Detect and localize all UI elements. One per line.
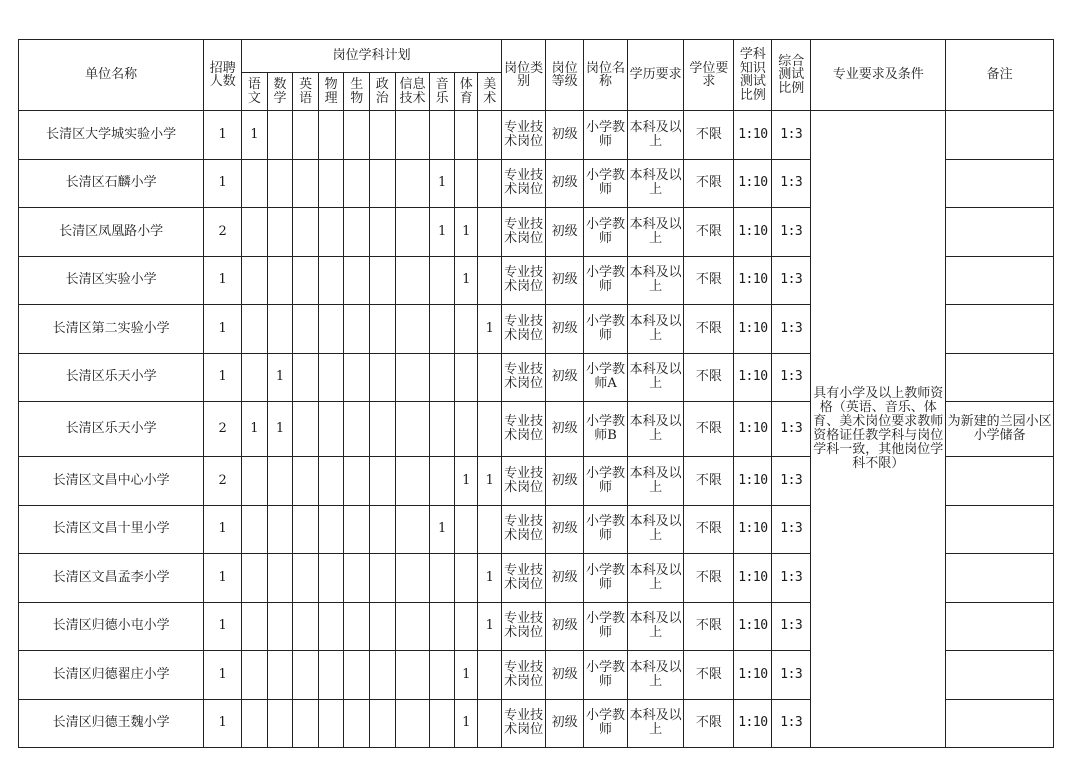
count-cell: 2 [204,457,242,506]
degree-cell: 不限 [684,305,734,354]
subject-count-cell [395,353,430,402]
subject-count-cell [454,402,478,457]
subject-count-cell [395,651,430,700]
subject-count-cell [370,602,396,651]
note-empty-cell [946,305,1054,354]
note-empty-cell [946,208,1054,257]
header-subject: 数学 [267,73,293,111]
subject-count-cell [242,651,268,700]
subject-count-cell [478,208,502,257]
subject-count-cell [293,554,319,603]
header-notes: 备注 [946,40,1054,111]
comp-ratio-cell: 1:3 [772,208,811,257]
note-empty-cell [946,457,1054,506]
subject-count-cell [267,256,293,305]
subject-count-cell [395,457,430,506]
subject-count-cell [344,159,370,208]
post-name-cell: 小学教师 [584,602,628,651]
test-ratio-cell: 1:10 [734,305,772,354]
header-degree: 学位要求 [684,40,734,111]
count-cell: 1 [204,111,242,160]
degree-cell: 不限 [684,505,734,554]
education-cell: 本科及以上 [628,208,684,257]
subject-count-cell: 1 [454,208,478,257]
education-cell: 本科及以上 [628,159,684,208]
subject-count-cell [242,457,268,506]
subject-count-cell [370,699,396,748]
post-type-cell: 专业技术岗位 [502,159,546,208]
header-subject: 音乐 [430,73,455,111]
subject-count-cell: 1 [242,402,268,457]
subject-count-cell: 1 [454,457,478,506]
post-name-cell: 小学教师 [584,554,628,603]
degree-cell: 不限 [684,353,734,402]
subject-count-cell [242,305,268,354]
count-cell: 2 [204,208,242,257]
subject-count-cell [318,505,344,554]
degree-cell: 不限 [684,554,734,603]
post-type-cell: 专业技术岗位 [502,111,546,160]
unit-name-cell: 长清区第二实验小学 [19,305,204,354]
subject-count-cell [370,353,396,402]
header-subject-plan: 岗位学科计划 [242,40,502,73]
subject-count-cell [318,208,344,257]
subject-count-cell [267,208,293,257]
subject-count-cell [318,554,344,603]
post-level-cell: 初级 [546,208,584,257]
unit-name-cell: 长清区凤凰路小学 [19,208,204,257]
test-ratio-cell: 1:10 [734,208,772,257]
comp-ratio-cell: 1:3 [772,554,811,603]
degree-cell: 不限 [684,159,734,208]
comp-ratio-cell: 1:3 [772,602,811,651]
subject-count-cell [430,651,455,700]
note-empty-cell [946,651,1054,700]
subject-count-cell [395,402,430,457]
post-name-cell: 小学教师 [584,305,628,354]
degree-cell: 不限 [684,402,734,457]
note-empty-cell [946,256,1054,305]
post-level-cell: 初级 [546,402,584,457]
header-test-ratio: 学科知识测试比例 [734,40,772,111]
subject-count-cell [242,505,268,554]
subject-count-cell: 1 [267,353,293,402]
education-cell: 本科及以上 [628,602,684,651]
subject-count-cell [293,651,319,700]
subject-count-cell [370,554,396,603]
subject-count-cell [454,505,478,554]
subject-count-cell [370,111,396,160]
header-subject: 政治 [370,73,396,111]
subject-count-cell [344,208,370,257]
subject-count-cell [344,353,370,402]
test-ratio-cell: 1:10 [734,353,772,402]
subject-count-cell [395,505,430,554]
subject-count-cell [395,111,430,160]
post-name-cell: 小学教师 [584,505,628,554]
unit-name-cell: 长清区归德王魏小学 [19,699,204,748]
post-level-cell: 初级 [546,111,584,160]
comp-ratio-cell: 1:3 [772,699,811,748]
degree-cell: 不限 [684,651,734,700]
unit-name-cell: 长清区乐天小学 [19,353,204,402]
subject-count-cell [454,353,478,402]
post-type-cell: 专业技术岗位 [502,256,546,305]
post-type-cell: 专业技术岗位 [502,353,546,402]
unit-name-cell: 长清区实验小学 [19,256,204,305]
test-ratio-cell: 1:10 [734,554,772,603]
degree-cell: 不限 [684,699,734,748]
education-cell: 本科及以上 [628,699,684,748]
header-subject: 体育 [454,73,478,111]
post-name-cell: 小学教师 [584,699,628,748]
count-cell: 1 [204,256,242,305]
degree-cell: 不限 [684,256,734,305]
subject-count-cell: 1 [478,457,502,506]
subject-count-cell [370,651,396,700]
subject-count-cell [242,699,268,748]
subject-count-cell [293,256,319,305]
subject-count-cell: 1 [478,305,502,354]
post-type-cell: 专业技术岗位 [502,208,546,257]
subject-count-cell [267,305,293,354]
subject-count-cell [395,159,430,208]
unit-name-cell: 长清区归德翟庄小学 [19,651,204,700]
subject-count-cell [242,256,268,305]
note-empty-cell [946,353,1054,402]
header-subject: 信息技术 [395,73,430,111]
note-empty-cell [946,159,1054,208]
subject-count-cell [293,353,319,402]
comp-ratio-cell: 1:3 [772,256,811,305]
subject-count-cell [318,111,344,160]
subject-count-cell [293,699,319,748]
header-education: 学历要求 [628,40,684,111]
count-cell: 1 [204,353,242,402]
comp-ratio-cell: 1:3 [772,505,811,554]
comp-ratio-cell: 1:3 [772,111,811,160]
subject-count-cell [318,159,344,208]
subject-count-cell [370,208,396,257]
post-type-cell: 专业技术岗位 [502,699,546,748]
post-name-cell: 小学教师 [584,208,628,257]
subject-count-cell [242,554,268,603]
subject-count-cell [430,402,455,457]
subject-count-cell [242,159,268,208]
subject-count-cell [293,457,319,506]
subject-count-cell [430,602,455,651]
subject-count-cell [370,305,396,354]
subject-count-cell [318,256,344,305]
post-name-cell: 小学教师 [584,651,628,700]
education-cell: 本科及以上 [628,111,684,160]
unit-name-cell: 长清区文昌中心小学 [19,457,204,506]
subject-count-cell [430,457,455,506]
subject-count-cell [267,651,293,700]
test-ratio-cell: 1:10 [734,457,772,506]
subject-count-cell [395,208,430,257]
post-level-cell: 初级 [546,256,584,305]
header-conditions: 专业要求及条件 [811,40,946,111]
subject-count-cell [267,457,293,506]
post-level-cell: 初级 [546,699,584,748]
subject-count-cell: 1 [454,256,478,305]
subject-count-cell [395,554,430,603]
subject-count-cell: 1 [478,554,502,603]
note-empty-cell [946,505,1054,554]
unit-name-cell: 长清区归德小屯小学 [19,602,204,651]
subject-count-cell [293,111,319,160]
subject-count-cell [318,602,344,651]
subject-count-cell [344,651,370,700]
post-level-cell: 初级 [546,651,584,700]
header-subject: 语文 [242,73,268,111]
header-subject: 美术 [478,73,502,111]
count-cell: 1 [204,699,242,748]
comp-ratio-cell: 1:3 [772,402,811,457]
count-cell: 1 [204,602,242,651]
count-cell: 1 [204,505,242,554]
comp-ratio-cell: 1:3 [772,305,811,354]
unit-name-cell: 长清区文昌十里小学 [19,505,204,554]
subject-count-cell [318,457,344,506]
subject-count-cell [293,159,319,208]
subject-count-cell [395,699,430,748]
header-unit-name: 单位名称 [19,40,204,111]
subject-count-cell [344,111,370,160]
subject-count-cell [430,699,455,748]
subject-count-cell [293,505,319,554]
subject-count-cell [267,554,293,603]
unit-name-cell: 长清区大学城实验小学 [19,111,204,160]
subject-count-cell [454,554,478,603]
test-ratio-cell: 1:10 [734,402,772,457]
subject-count-cell: 1 [242,111,268,160]
education-cell: 本科及以上 [628,256,684,305]
unit-name-cell: 长清区石麟小学 [19,159,204,208]
post-level-cell: 初级 [546,554,584,603]
subject-count-cell [344,699,370,748]
subject-count-cell [318,402,344,457]
unit-name-cell: 长清区文昌孟李小学 [19,554,204,603]
test-ratio-cell: 1:10 [734,699,772,748]
count-cell: 1 [204,159,242,208]
count-cell: 1 [204,651,242,700]
subject-count-cell: 1 [430,208,455,257]
post-level-cell: 初级 [546,457,584,506]
subject-count-cell [318,651,344,700]
comp-ratio-cell: 1:3 [772,457,811,506]
subject-count-cell [267,111,293,160]
degree-cell: 不限 [684,457,734,506]
subject-count-cell [478,402,502,457]
header-count: 招聘人数 [204,40,242,111]
test-ratio-cell: 1:10 [734,256,772,305]
subject-count-cell [344,402,370,457]
subject-count-cell [478,159,502,208]
subject-count-cell [478,651,502,700]
header-subject: 英语 [293,73,319,111]
subject-count-cell [478,505,502,554]
subject-count-cell [293,208,319,257]
education-cell: 本科及以上 [628,651,684,700]
subject-count-cell: 1 [267,402,293,457]
subject-count-cell [293,402,319,457]
subject-count-cell [454,159,478,208]
subject-count-cell [430,305,455,354]
subject-count-cell [395,305,430,354]
test-ratio-cell: 1:10 [734,602,772,651]
subject-count-cell [454,111,478,160]
subject-count-cell [478,111,502,160]
note-cell: 为新建的兰园小区小学储备 [946,402,1054,457]
recruitment-table [18,39,1054,748]
post-name-cell: 小学教师B [584,402,628,457]
post-type-cell: 专业技术岗位 [502,505,546,554]
note-empty-cell [946,699,1054,748]
subject-count-cell [267,159,293,208]
subject-count-cell [430,111,455,160]
post-level-cell: 初级 [546,159,584,208]
education-cell: 本科及以上 [628,505,684,554]
post-level-cell: 初级 [546,505,584,554]
subject-count-cell [370,159,396,208]
subject-count-cell [454,305,478,354]
education-cell: 本科及以上 [628,305,684,354]
comp-ratio-cell: 1:3 [772,651,811,700]
subject-count-cell [318,305,344,354]
header-post-level: 岗位等级 [546,40,584,111]
subject-count-cell [267,505,293,554]
post-name-cell: 小学教师 [584,256,628,305]
subject-count-cell [267,602,293,651]
degree-cell: 不限 [684,111,734,160]
subject-count-cell [430,256,455,305]
subject-count-cell: 1 [430,505,455,554]
degree-cell: 不限 [684,602,734,651]
post-level-cell: 初级 [546,305,584,354]
degree-cell: 不限 [684,208,734,257]
count-cell: 1 [204,554,242,603]
subject-count-cell [430,353,455,402]
post-name-cell: 小学教师A [584,353,628,402]
post-name-cell: 小学教师 [584,457,628,506]
test-ratio-cell: 1:10 [734,111,772,160]
subject-count-cell [370,457,396,506]
test-ratio-cell: 1:10 [734,159,772,208]
subject-count-cell [318,699,344,748]
comp-ratio-cell: 1:3 [772,159,811,208]
header-subject: 物理 [318,73,344,111]
subject-count-cell [454,602,478,651]
subject-count-cell [344,554,370,603]
subject-count-cell [242,353,268,402]
subject-count-cell [370,256,396,305]
subject-count-cell [395,602,430,651]
header-post-name: 岗位名称 [584,40,628,111]
education-cell: 本科及以上 [628,554,684,603]
subject-count-cell: 1 [454,699,478,748]
test-ratio-cell: 1:10 [734,651,772,700]
subject-count-cell: 1 [478,602,502,651]
subject-count-cell [478,699,502,748]
education-cell: 本科及以上 [628,353,684,402]
subject-count-cell [344,256,370,305]
subject-count-cell [318,353,344,402]
note-empty-cell [946,554,1054,603]
subject-count-cell [344,305,370,354]
post-level-cell: 初级 [546,353,584,402]
note-empty-cell [946,602,1054,651]
conditions-cell: 具有小学及以上教师资格（英语、音乐、体育、美术岗位要求教师资格证任教学科与岗位学科一致，其他岗位学科不限） [811,111,946,748]
subject-count-cell [344,505,370,554]
post-type-cell: 专业技术岗位 [502,602,546,651]
post-name-cell: 小学教师 [584,111,628,160]
subject-count-cell [242,208,268,257]
subject-count-cell [370,505,396,554]
education-cell: 本科及以上 [628,457,684,506]
comp-ratio-cell: 1:3 [772,353,811,402]
post-type-cell: 专业技术岗位 [502,305,546,354]
subject-count-cell [478,353,502,402]
subject-count-cell [267,699,293,748]
post-type-cell: 专业技术岗位 [502,457,546,506]
count-cell: 1 [204,305,242,354]
subject-count-cell [242,602,268,651]
header-post-type: 岗位类别 [502,40,546,111]
subject-count-cell [478,256,502,305]
education-cell: 本科及以上 [628,402,684,457]
post-type-cell: 专业技术岗位 [502,402,546,457]
subject-count-cell [370,402,396,457]
test-ratio-cell: 1:10 [734,505,772,554]
subject-count-cell: 1 [454,651,478,700]
subject-count-cell [430,554,455,603]
post-level-cell: 初级 [546,602,584,651]
unit-name-cell: 长清区乐天小学 [19,402,204,457]
header-comp-ratio: 综合测试比例 [772,40,811,111]
subject-count-cell [293,602,319,651]
post-type-cell: 专业技术岗位 [502,554,546,603]
subject-count-cell [395,256,430,305]
post-name-cell: 小学教师 [584,159,628,208]
subject-count-cell [344,457,370,506]
post-type-cell: 专业技术岗位 [502,651,546,700]
header-subject: 生物 [344,73,370,111]
table-row [19,111,1054,160]
note-empty-cell [946,111,1054,160]
subject-count-cell [344,602,370,651]
count-cell: 2 [204,402,242,457]
subject-count-cell [293,305,319,354]
subject-count-cell: 1 [430,159,455,208]
